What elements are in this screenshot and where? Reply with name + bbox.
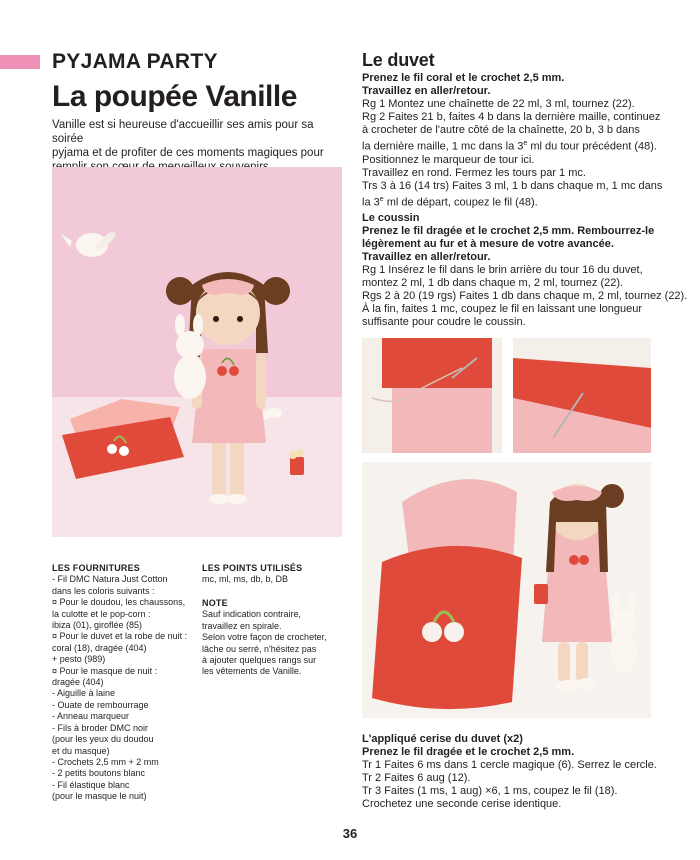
- intro-line: Vanille est si heureuse d'accueillir ses amis pour sa soirée: [52, 119, 314, 145]
- duvet-line: la dernière maille, 1 mc dans la 3e ml du tour précédent (48).: [362, 140, 657, 153]
- coussin-instruction: légèrement au fur et à mesure de votre avancée.: [362, 238, 614, 250]
- supplies-line: ibiza (01), giroflée (85): [52, 620, 143, 631]
- cerise-instruction: Prenez le fil dragée et le crochet 2,5 mm.: [362, 746, 575, 758]
- supplies-line: - Fil DMC Natura Just Cotton: [52, 574, 168, 585]
- supplies-line: et du masque): [52, 745, 110, 756]
- intro-text: [52, 118, 337, 174]
- coussin-line: Rgs 2 à 20 (19 rgs) Faites 1 db dans chaque m, 2 ml, tournez (22).: [362, 290, 688, 302]
- intro-line: pyjama et de profiter de ces moments magiques pour: [52, 147, 324, 159]
- coussin-instruction: Travaillez en aller/retour.: [362, 251, 491, 263]
- doll-photo: [52, 167, 342, 537]
- supplies-line: (pour le masque le nuit): [52, 791, 147, 802]
- duvet-title: Le duvet: [362, 50, 435, 70]
- duvet-line: à crocheter de l'autre côté de la chaînette, 20 b, 3 b dans: [362, 124, 640, 136]
- stitches-text: mc, ml, ms, db, b, DB: [202, 574, 289, 585]
- supplies-list: [52, 563, 202, 803]
- coussin-line: suffisante pour coudre le coussin.: [362, 316, 526, 328]
- supplies-line: coral (18), dragée (404): [52, 642, 147, 653]
- cerise-line: Tr 3 Faites (1 ms, 1 aug) ×6, 1 ms, coupez le fil (18).: [362, 785, 618, 797]
- duvet-line: Rg 2 Faites 21 b, faites 4 b dans la dernière maille, continuez: [362, 111, 661, 123]
- coussin-title: Le coussin: [362, 212, 420, 224]
- supplies-line: ¤ Pour le duvet et la robe de nuit :: [52, 631, 188, 642]
- sleeping-bag-photo: [362, 462, 651, 718]
- note-line: travaillez en spirale.: [202, 620, 282, 631]
- cerise-title: L'appliqué cerise du duvet (x2): [362, 733, 523, 745]
- duvet-line: la 3e ml de départ, coupez le fil (48).: [362, 195, 538, 209]
- accent-bar: [0, 55, 40, 69]
- duvet-line: Positionnez le marqueur de tour ici.: [362, 153, 535, 166]
- coussin-line: Rg 1 Insérez le fil dans le brin arrière du tour 16 du duvet,: [362, 264, 643, 276]
- duvet-section: [362, 50, 662, 209]
- cerise-line: Tr 1 Faites 6 ms dans 1 cercle magique (6). Serrez le cercle.: [362, 759, 657, 771]
- cerise-line: Tr 2 Faites 6 aug (12).: [362, 772, 471, 784]
- supplies-line: - Fils à broder DMC noir: [52, 722, 149, 733]
- coussin-instruction: Prenez le fil dragée et le crochet 2,5 mm. Rembourrez-le: [362, 225, 655, 237]
- note-block: [202, 598, 342, 678]
- duvet-line: Rg 1 Montez une chaînette de 22 ml, 3 ml, tournez (22).: [362, 98, 635, 110]
- duvet-instruction: Prenez le fil coral et le crochet 2,5 mm.: [362, 72, 565, 84]
- cerise-line: Crochetez une seconde cerise identique.: [362, 798, 562, 810]
- supplies-line: ¤ Pour le masque de nuit :: [52, 665, 158, 676]
- stitches-used: [202, 563, 342, 586]
- sewing-photo-2: [513, 338, 651, 453]
- supplies-line: - Anneau marqueur: [52, 711, 130, 722]
- supplies-line: - Aiguille à laine: [52, 688, 116, 699]
- note-line: lâche ou serré, n'hésitez pas: [202, 643, 317, 654]
- supplies-line: - Fil élastique blanc: [52, 779, 130, 790]
- note-line: Sauf indication contraire,: [202, 609, 302, 620]
- supplies-line: la culotte et le pop-corn :: [52, 608, 151, 619]
- section-label: PYJAMA PARTY: [52, 50, 218, 73]
- note-line: les vêtements de Vanille.: [202, 666, 302, 677]
- coussin-line: À la fin, faites 1 mc, coupez le fil en laissant une longueur: [362, 303, 643, 315]
- coussin-section: [362, 212, 688, 329]
- supplies-line: dragée (404): [52, 677, 104, 688]
- duvet-line: Trs 3 à 16 (14 trs) Faites 3 ml, 1 b dans chaque m, 1 mc dans: [362, 179, 663, 192]
- note-line: à ajouter quelques rangs sur: [202, 655, 317, 666]
- supplies-line: - 2 petits boutons blanc: [52, 768, 146, 779]
- coussin-line: montez 2 ml, 1 db dans chaque m, 2 ml, tournez (22).: [362, 277, 624, 289]
- cerise-section: [362, 733, 662, 811]
- page-number: 36: [342, 826, 358, 841]
- supplies-line: dans les coloris suivants :: [52, 585, 155, 596]
- duvet-instruction: Travaillez en aller/retour.: [362, 85, 491, 97]
- supplies-heading: LES FOURNITURES: [52, 563, 141, 573]
- supplies-line: - Ouate de rembourrage: [52, 699, 149, 710]
- supplies-line: ¤ Pour le doudou, les chaussons,: [52, 597, 186, 608]
- supplies-line: + pesto (989): [52, 654, 106, 665]
- note-line: Selon votre façon de crocheter,: [202, 632, 327, 643]
- page-title: La poupée Vanille: [52, 80, 297, 113]
- stitches-heading: LES POINTS UTILISÉS: [202, 563, 303, 573]
- supplies-line: - Crochets 2,5 mm + 2 mm: [52, 756, 159, 767]
- sewing-photo-1: [362, 338, 502, 453]
- supplies-line: (pour les yeux du doudou: [52, 734, 154, 745]
- note-heading: NOTE: [202, 598, 228, 608]
- duvet-line: Travaillez en rond. Fermez les tours par 1 mc.: [362, 166, 586, 179]
